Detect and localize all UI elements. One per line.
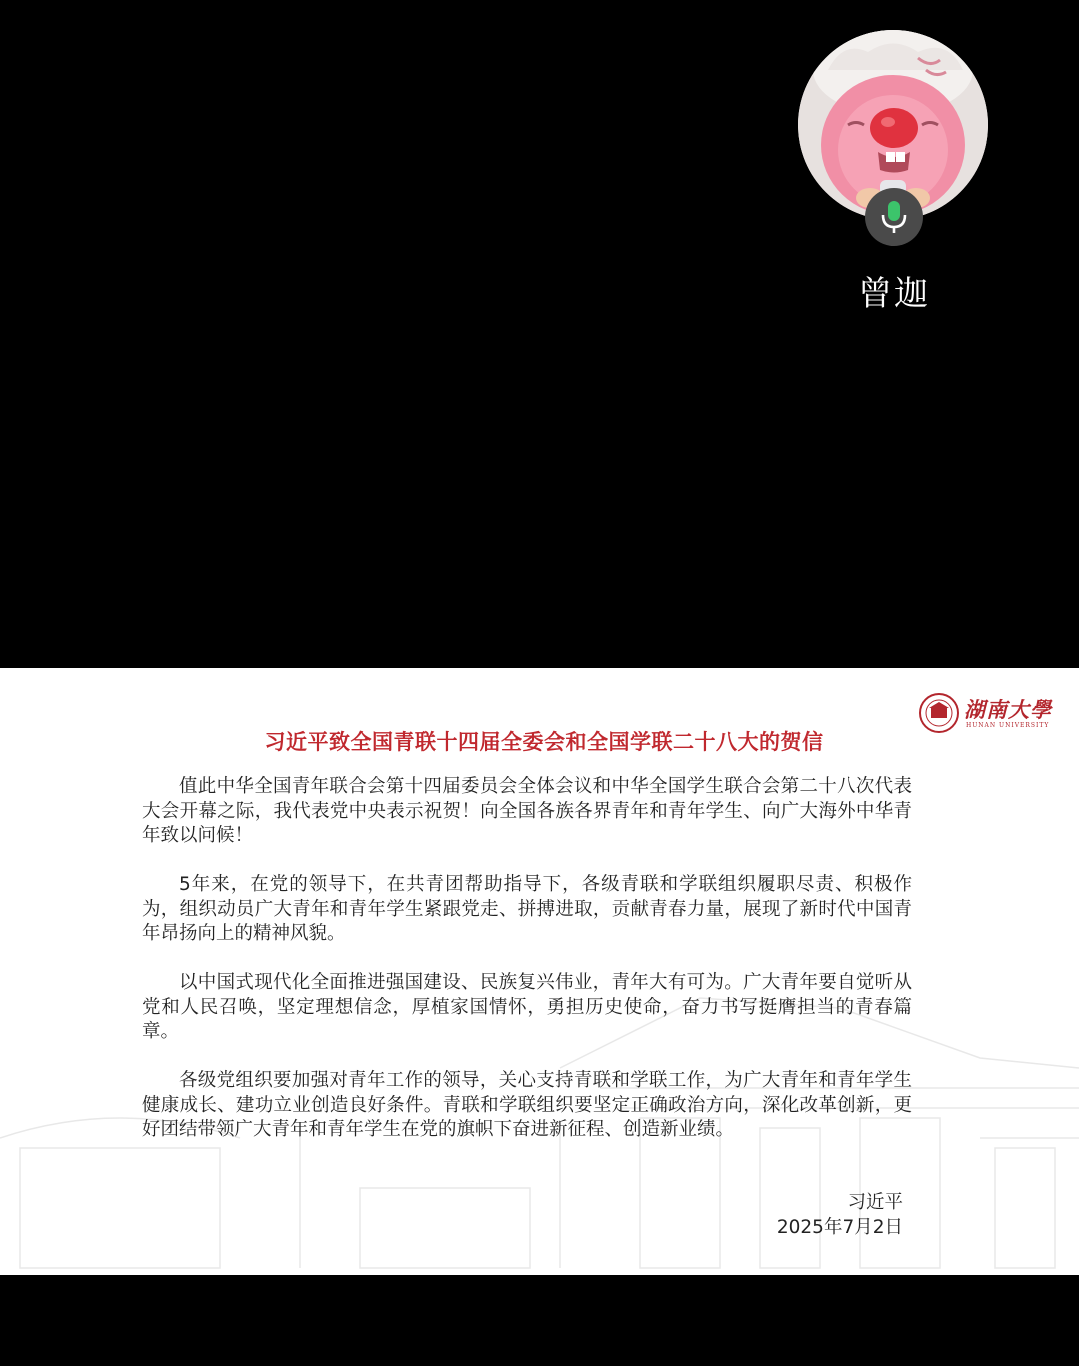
letter-paragraph: 值此中华全国青年联合会第十四届委员会全体会议和中华全国学生联合会第二十八次代表大会开幕之际，我代表党中央表示祝贺！向全国各族各界青年和青年学生、向广大海外中华青年致以问候！ xyxy=(142,776,912,846)
letter-paragraph: 各级党组织要加强对青年工作的领导，关心支持青联和学联工作，为广大青年和青年学生健康成长、建功立业创造良好条件。青联和学联组织要坚定正确政治方向，深化改革创新，更好团结带领广大青年和青年学生在党的旗帜下奋进新征程、创造新业绩。 xyxy=(142,1070,912,1140)
letter-document xyxy=(0,668,1079,1275)
letter-signature xyxy=(777,1190,903,1240)
signature-date: 2025年7月2日 xyxy=(776,1217,903,1238)
letter-body xyxy=(142,775,912,1167)
signature-name: 习近平 xyxy=(847,1192,903,1213)
letter-title: 习近平致全国青联十四届全委会和全国学联二十八大的贺信 xyxy=(264,730,824,754)
caller-overlay[interactable] xyxy=(798,30,990,320)
logo-script: 湖南大學 xyxy=(964,697,1052,722)
caller-name: 曾迦 xyxy=(858,274,930,314)
logo-subtitle: HUNAN UNIVERSITY xyxy=(966,722,1050,729)
microphone-icon xyxy=(881,200,907,234)
letter-paragraph: 以中国式现代化全面推进强国建设、民族复兴伟业，青年大有可为。广大青年要自觉听从党和人民召唤，坚定理想信念，厚植家国情怀，勇担历史使命，奋力书写挺膺担当的青春篇章。 xyxy=(142,972,912,1042)
letter-paragraph: 5年来，在党的领导下，在共青团帮助指导下，各级青联和学联组织履职尽责、积极作为，组织动员广大青年和青年学生紧跟党走、拼搏进取，贡献青春力量，展现了新时代中国青年昂扬向上的精神风貌。 xyxy=(142,874,912,944)
microphone-status[interactable] xyxy=(865,188,923,246)
